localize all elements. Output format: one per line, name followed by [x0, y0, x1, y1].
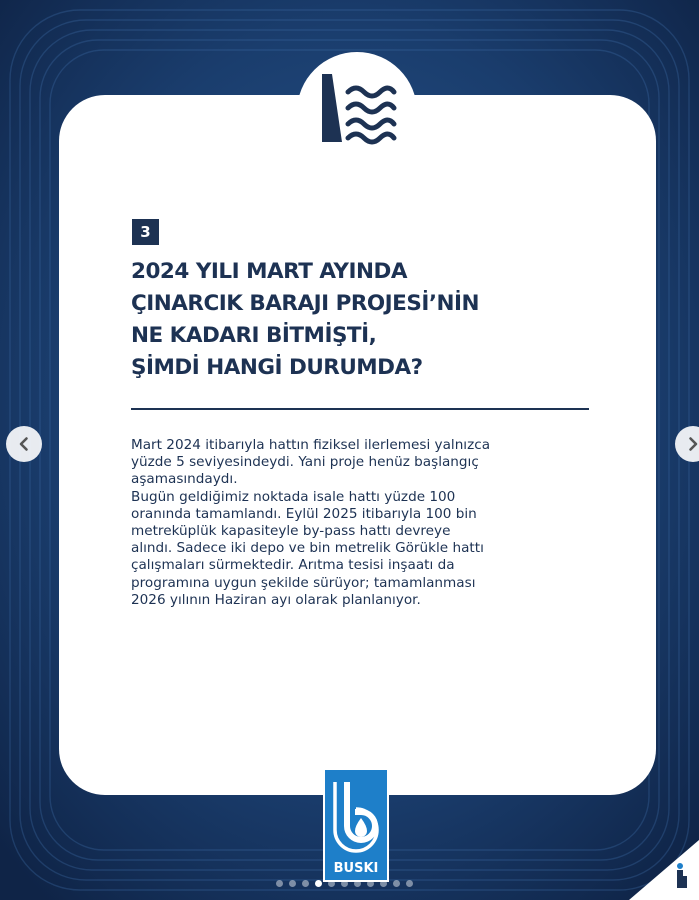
chevron-left-icon: [16, 436, 32, 452]
answer-line: çalışmaları sürmektedir. Arıtma tesisi inşaatı da: [131, 557, 455, 574]
buski-logo: [323, 768, 389, 882]
carousel-dot[interactable]: [289, 880, 296, 887]
tap-hand-icon: [629, 840, 699, 900]
question-line: ŞİMDİ HANGİ DURUMDA?: [131, 355, 423, 380]
answer-line: yüzde 5 seviyesindeydi. Yani proje henüz başlangıç: [131, 454, 479, 471]
question-line: ÇINARCIK BARAJI PROJESİ’NİN: [131, 291, 480, 316]
carousel-dot[interactable]: [315, 880, 322, 887]
question-heading: [131, 256, 601, 384]
divider: [131, 408, 589, 410]
carousel-dot[interactable]: [367, 880, 374, 887]
carousel-dot[interactable]: [380, 880, 387, 887]
answer-text: [131, 437, 591, 609]
prev-slide-button[interactable]: [6, 426, 42, 462]
logo-text: BUSKI: [333, 861, 379, 876]
carousel-dot[interactable]: [276, 880, 283, 887]
answer-line: alındı. Sadece iki depo ve bin metrelik Görükle hattı: [131, 540, 484, 557]
question-line: 2024 YILI MART AYINDA: [131, 259, 407, 284]
answer-line: metreküplük kapasiteyle by-pass hattı devreye: [131, 523, 451, 540]
question-line: NE KADARI BİTMİŞTİ,: [131, 323, 377, 348]
carousel-dot[interactable]: [406, 880, 413, 887]
carousel-dot[interactable]: [328, 880, 335, 887]
carousel-dot[interactable]: [354, 880, 361, 887]
chevron-right-icon: [685, 436, 699, 452]
answer-line: aşamasındaydı.: [131, 471, 238, 488]
answer-line: Bugün geldiğimiz noktada isale hattı yüzde 100: [131, 488, 456, 505]
carousel-dot[interactable]: [302, 880, 309, 887]
answer-line: oranında tamamlandı. Eylül 2025 itibarıyla 100 bin: [131, 505, 477, 522]
buski-logo-mark: [325, 774, 387, 860]
carousel-dot[interactable]: [393, 880, 400, 887]
carousel-dot[interactable]: [341, 880, 348, 887]
answer-line: 2026 yılının Haziran ayı olarak planlanıyor.: [131, 591, 421, 608]
carousel-indicators: [276, 880, 413, 887]
answer-line: programına uygun şekilde sürüyor; tamamlanması: [131, 574, 476, 591]
answer-line: Mart 2024 itibarıyla hattın fiziksel ilerlemesi yalnızca: [131, 437, 491, 453]
dam-water-icon: [318, 70, 398, 146]
question-number-badge: 3: [132, 219, 159, 245]
